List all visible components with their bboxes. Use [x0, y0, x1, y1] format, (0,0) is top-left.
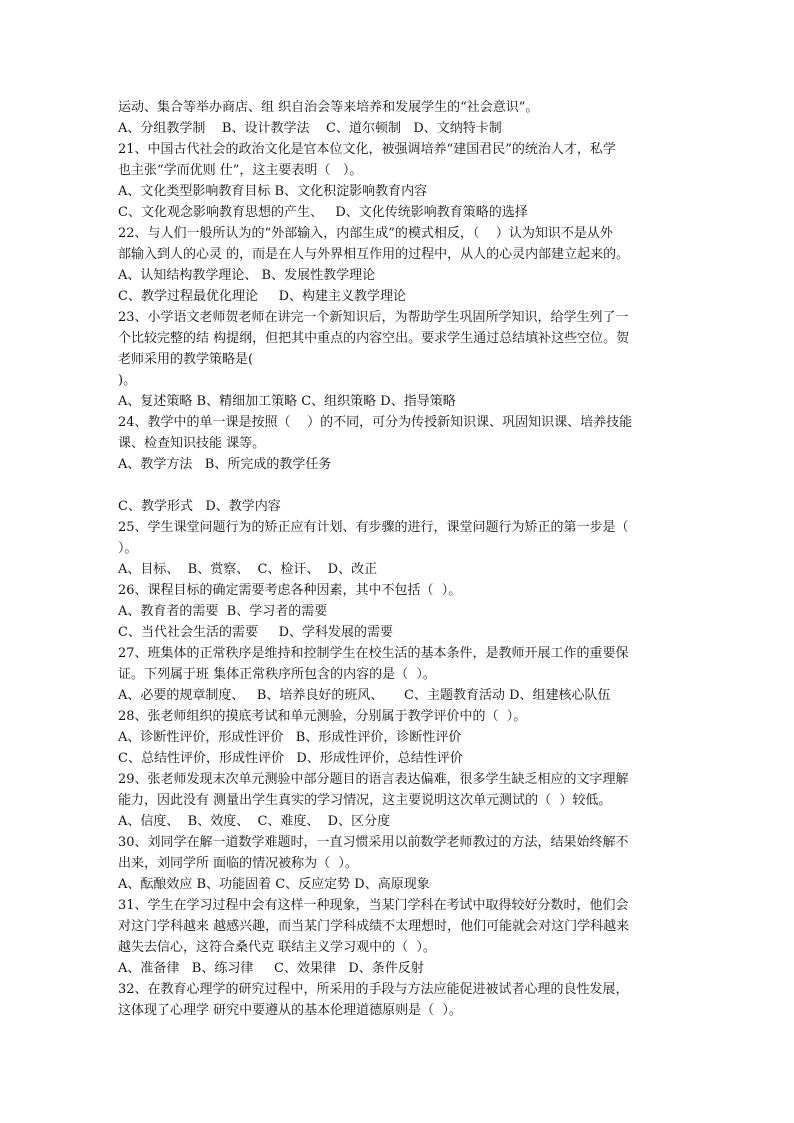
- text-line: 32、在教育心理学的研究过程中，所采用的手段与方法应能促进被试者心理的良性发展，: [118, 982, 629, 997]
- text-line: A、准备律 B、练习律 C、效果律 D、条件反射: [118, 961, 424, 976]
- text-line: 也主张“学而优则 仕”，这主要表明（ ）。: [118, 163, 363, 178]
- text-line: 课、检查知识技能 课等。: [118, 436, 266, 451]
- text-line: 24、教学中的单一课是按照（ ）的不同，可分为传授新知识课、巩固知识课、培养技能: [118, 415, 633, 430]
- text-line: A、信度、 B、效度、 C、难度、 D、区分度: [118, 814, 391, 829]
- text-line: 出来，刘同学所 面临的情况被称为（ ）。: [118, 856, 358, 871]
- text-line: 越失去信心，这符合桑代克 联结主义学习观中的（ ）。: [118, 940, 436, 955]
- text-line: 22、与人们一般所认为的“外部输入，内部生成”的模式相反，（ ）认为知识不是从外: [118, 226, 613, 241]
- text-line: 能力，因此没有 测量出学生真实的学习情况，这主要说明这次单元测试的（ ）较低。: [118, 793, 612, 808]
- text-line: A、文化类型影响教育目标 B、文化积淀影响教育内容: [118, 184, 428, 199]
- text-line: C、教学形式 D、教学内容: [118, 499, 281, 514]
- document-page: [118, 97, 678, 1021]
- text-line: A、必要的规章制度、 B、培养良好的班风、 C、主题教育活动 D、组建核心队伍: [118, 688, 611, 703]
- text-line: 部输入到人的心灵 的，而是在人与外界相互作用的过程中，从人的心灵内部建立起来的。: [118, 247, 630, 262]
- text-line: 23、小学语文老师贺老师在讲完一个新知识后，为帮助学生巩固所学知识，给学生列了一: [118, 310, 629, 325]
- text-line: C、总结性评价，形成性评价 D、形成性评价，总结性评价: [118, 751, 463, 766]
- text-line: A、教学方法 B、所完成的教学任务: [118, 457, 332, 472]
- text-line: 运动、集合等举办商店、组 织自治会等来培养和发展学生的“社会意识”。: [118, 100, 539, 115]
- text-line: 对这门学科越来 越感兴趣，而当某门学科成绩不太理想时，他们可能就会对这门学科越来: [118, 919, 630, 934]
- text-line: C、当代社会生活的需要 D、学科发展的需要: [118, 625, 394, 640]
- text-line: C、教学过程最优化理论 D、构建主义教学理论: [118, 289, 407, 304]
- blank-line: [118, 475, 678, 496]
- text-line: A、目标、 B、赏察、 C、检讦、 D、改正: [118, 562, 378, 577]
- text-line: C、文化观念影响教育思想的产生、 D、文化传统影响教育策略的选择: [118, 205, 528, 220]
- text-line: 31、学生在学习过程中会有这样一种现象，当某门学科在考试中取得较好分数时，他们会: [118, 898, 629, 913]
- text-line: A、认知结构教学理论、 B、发展性教学理论: [118, 268, 376, 283]
- text-line: 29、张老师发现末次单元测验中部分题目的语言表达偏难，很多学生缺乏相应的文字理解: [118, 772, 629, 787]
- text-line: A、分组教学制 B、设计教学法 C、道尔顿制 D、文纳特卡制: [118, 121, 502, 136]
- text-line: 30、刘同学在解一道数学难题时，一直习惯采用以前数学老师教过的方法，结果始终解不: [118, 835, 629, 850]
- text-line: ）。: [118, 541, 138, 556]
- text-line: 27、班集体的正常秩序是维持和控制学生在校生活的基本条件，是教师开展工作的重要保: [118, 646, 629, 661]
- text-line: A、复述策略 B、精细加工策略 C、组织策略 D、指导策略: [118, 394, 456, 409]
- text-line: 26、课程目标的确定需要考虑各种因素，其中不包括（ ）。: [118, 583, 462, 598]
- text-line: 这体现了心理学 研究中要遵从的基本伦理道德原则是（ ）。: [118, 1003, 462, 1018]
- text-line: 个比较完整的结 构提纲，但把其中重点的内容空出。要求学生通过总结填补这些空位。贺: [118, 331, 630, 346]
- text-line: 21、中国古代社会的政治文化是官本位文化，被强调培养“建国君民”的统治人才，私学: [118, 142, 616, 157]
- text-line: 28、张老师组织的摸底考试和单元测验，分别属于教学评价中的（ ）。: [118, 709, 527, 724]
- text-line: A、诊断性评价，形成性评价 B、形成性评价，诊断性评价: [118, 730, 462, 745]
- text-line: A、教育者的需要 B、学习者的需要: [118, 604, 328, 619]
- text-line: 老师采用的教学策略是(: [118, 352, 254, 367]
- text-line: A、酝酿效应 B、功能固着 C、反应定势 D、高原现象: [118, 877, 430, 892]
- text-line: 25、学生课堂问题行为的矫正应有计划、有步骤的进行，课堂问题行为矫正的第一步是（: [118, 520, 629, 535]
- text-line: 证。下列属于班 集体正常秩序所包含的内容的是（ ）。: [118, 667, 436, 682]
- text-line: )。: [118, 373, 137, 388]
